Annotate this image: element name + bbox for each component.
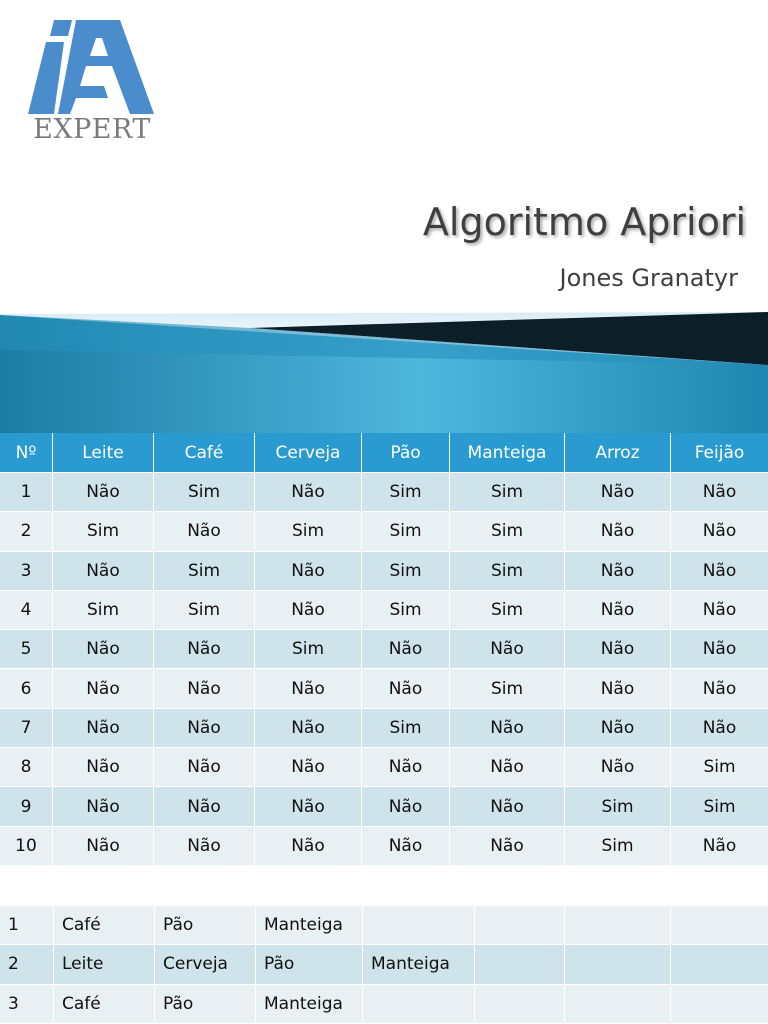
decorative-banner [0,310,768,435]
table-cell: 2 [0,511,53,550]
table-cell: Não [362,747,450,786]
table-row [0,747,768,786]
table-cell: Não [671,708,768,747]
table-cell: 7 [0,708,53,747]
table-cell: Não [154,747,255,786]
table-cell: Não [255,668,362,707]
transactions-table [0,433,768,865]
table-cell: Não [154,786,255,825]
table-row [0,511,768,550]
table-cell [363,905,475,944]
table-cell: Sim [450,511,565,550]
table-cell: Não [255,826,362,865]
table-cell: Pão [155,905,256,944]
table-cell: Não [450,708,565,747]
table-cell: Café [54,984,155,1023]
table-cell: Não [255,708,362,747]
itemsets-table [0,905,768,1023]
table-cell [671,944,768,983]
table-cell: Não [450,629,565,668]
table-cell: Não [565,551,671,590]
table-cell [565,984,671,1023]
table-cell: Sim [255,511,362,550]
table-cell: Não [255,551,362,590]
table-cell: Manteiga [256,984,363,1023]
table-cell: Sim [362,472,450,511]
column-header: Leite [53,433,154,472]
table-cell: Não [565,668,671,707]
table-cell: Não [255,590,362,629]
page-title: Algoritmo Apriori [422,200,746,244]
table-cell: Não [53,786,154,825]
table-cell: Sim [53,590,154,629]
table-header-row [0,433,768,472]
table-cell: 5 [0,629,53,668]
column-header: Feijão [671,433,768,472]
table-row [0,551,768,590]
table-cell: 9 [0,786,53,825]
table-cell: Não [154,629,255,668]
table-row [0,629,768,668]
table-cell: Não [255,472,362,511]
table-cell: Leite [54,944,155,983]
author-name: Jones Granatyr [559,264,738,292]
table-cell [363,984,475,1023]
ia-logo-icon [24,16,158,116]
table-cell [565,905,671,944]
logo-text: EXPERT [33,114,151,145]
table-cell: Não [53,708,154,747]
table-cell: Não [53,551,154,590]
table-cell: Não [362,668,450,707]
table-cell: Não [53,747,154,786]
table-cell: Não [671,826,768,865]
table-cell: Não [362,786,450,825]
table-cell: Não [565,511,671,550]
table-row [0,984,768,1023]
table-cell: Sim [565,826,671,865]
table-cell: Não [362,826,450,865]
table-cell: Não [154,668,255,707]
table-cell: Não [671,590,768,629]
table-cell: Sim [450,590,565,629]
table-cell: Não [450,747,565,786]
column-header: Manteiga [450,433,565,472]
table-cell: Não [450,826,565,865]
table-cell: Sim [450,551,565,590]
table-cell: Não [362,629,450,668]
table-cell: 1 [0,472,53,511]
table-cell: Não [671,472,768,511]
table-cell: Sim [53,511,154,550]
table-cell [475,984,565,1023]
table-cell: 3 [0,984,54,1023]
table-cell: Sim [154,590,255,629]
table-cell: Não [255,786,362,825]
column-header: Arroz [565,433,671,472]
table-cell: Não [565,590,671,629]
table-cell: Sim [362,551,450,590]
table-cell: Não [565,747,671,786]
table-cell: Não [565,472,671,511]
table-cell: Sim [565,786,671,825]
table-row [0,786,768,825]
table-row [0,905,768,944]
table-cell: Não [255,747,362,786]
table-cell: Não [53,472,154,511]
table-cell: Não [671,629,768,668]
ia-expert-logo [24,16,158,148]
table-cell: Manteiga [363,944,475,983]
table-row [0,472,768,511]
column-header: Pão [362,433,450,472]
table-row [0,708,768,747]
table-cell: 3 [0,551,53,590]
table-cell: Sim [255,629,362,668]
table-cell [671,984,768,1023]
table-cell: Não [671,668,768,707]
table-cell: Não [154,826,255,865]
table-cell: Não [53,826,154,865]
table-cell: Não [565,629,671,668]
table-cell: Sim [154,472,255,511]
table-row [0,826,768,865]
table-cell: Café [54,905,155,944]
table-cell: Sim [362,511,450,550]
table-cell: 8 [0,747,53,786]
table-cell: 10 [0,826,53,865]
table-cell: Pão [155,984,256,1023]
table-row [0,590,768,629]
column-header: Cerveja [255,433,362,472]
table-cell: Manteiga [256,905,363,944]
table-cell: 2 [0,944,54,983]
table-cell: 6 [0,668,53,707]
table-cell: Não [671,551,768,590]
table-row [0,668,768,707]
table-cell: Sim [450,472,565,511]
table-cell: Cerveja [155,944,256,983]
table-cell: Sim [450,668,565,707]
table-cell: Não [671,511,768,550]
table-cell [475,944,565,983]
table-cell [565,944,671,983]
column-header: Café [154,433,255,472]
table-cell: Sim [671,747,768,786]
table-cell: Não [565,708,671,747]
table-cell: Não [450,786,565,825]
table-cell: Sim [362,708,450,747]
table-cell: Não [154,708,255,747]
table-cell: Pão [256,944,363,983]
table-cell: Sim [362,590,450,629]
table-row [0,944,768,983]
table-cell: 4 [0,590,53,629]
table-cell: Não [154,511,255,550]
table-cell: Sim [671,786,768,825]
table-cell: Sim [154,551,255,590]
table-cell [475,905,565,944]
table-cell: 1 [0,905,54,944]
column-header: Nº [0,433,53,472]
table-cell [671,905,768,944]
table-cell: Não [53,668,154,707]
table-cell: Não [53,629,154,668]
